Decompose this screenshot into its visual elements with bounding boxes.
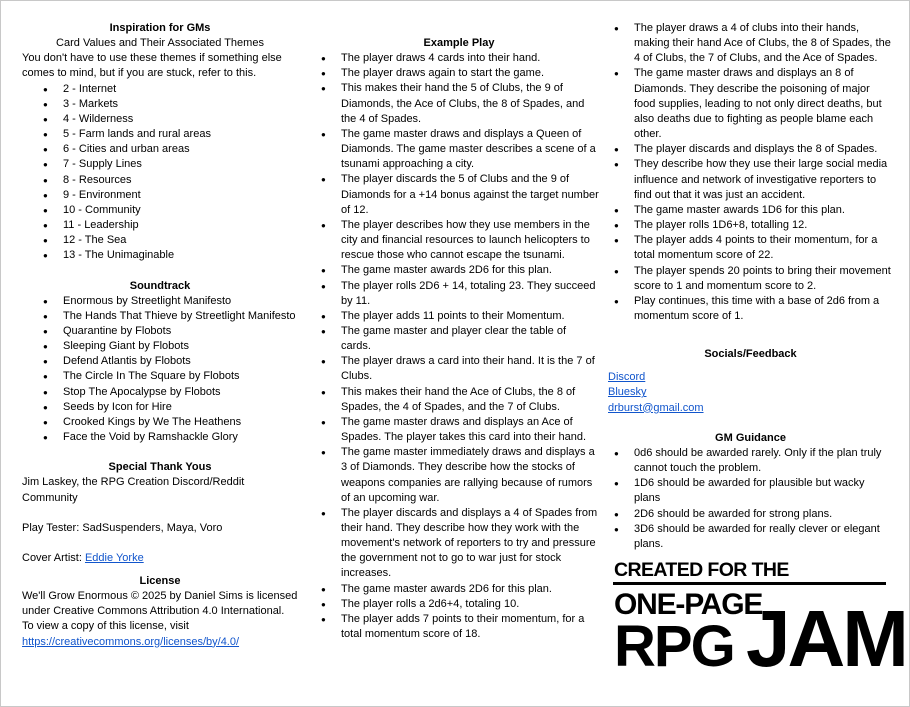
theme-list: [22, 82, 298, 264]
list-item: ● The player spends 20 points to bring their movement score to 1 and momentum score to 2.: [608, 264, 893, 294]
license-text: We'll Grow Enormous © 2025 by Daniel Sims is licensed under Creative Commons Attribution 4.0 International. To view a copy of this license, visit: [22, 590, 298, 633]
soundtrack-list: [22, 294, 298, 446]
list-item: ● The player describes how they use members in the city and financial resources to launch helicopters to rescue those who cannot escape the tsunami.: [319, 218, 599, 263]
cover-artist-label: Cover Artist:: [22, 551, 85, 564]
logo-line-rpg: RPG: [614, 614, 734, 679]
cover-artist: [22, 551, 298, 566]
list-item: ● 3 - Markets: [22, 97, 298, 112]
list-item: ● The game master immediately draws and displays a 3 of Diamonds. They describe how the stocks of weapons companies are rallying because of rumors of an upcoming war.: [319, 445, 599, 506]
list-item: ● They describe how they use their large social media influence and network of investigative reporters to find out that it was just an accident.: [608, 157, 893, 202]
column-middle: [319, 21, 599, 642]
list-item: ● The game master and player clear the table of cards.: [319, 324, 599, 354]
list-item: ● The game master draws and displays a Queen of Diamonds. The game master describes a scene of a tsunami approaching a city.: [319, 127, 599, 172]
list-item: ● The player draws a card into their hand. It is the 7 of Clubs.: [319, 354, 599, 384]
list-item: ● Defend Atlantis by Flobots: [22, 354, 298, 369]
example-play-continued: [608, 21, 893, 324]
list-item: ● This makes their hand the Ace of Clubs, the 8 of Spades, the 4 of Spades, and the 7 of Clubs.: [319, 385, 599, 415]
thanks-heading: Special Thank Yous: [108, 461, 212, 474]
list-item: ● The game master draws and displays an 8 of Diamonds. They describe the poisoning of major food supplies, leading to not only direct deaths, but also deaths due to fighting as people blame each other.: [608, 66, 893, 142]
list-item: ● 5 - Farm lands and rural areas: [22, 127, 298, 142]
list-item: ● Stop The Apocalypse by Flobots: [22, 385, 298, 400]
list-item: ● The game master draws and displays an Ace of Spades. The player takes this card into their hand.: [319, 415, 599, 445]
list-item: ● The player rolls 1D6+8, totalling 12.: [608, 218, 893, 233]
list-item: ● 6 - Cities and urban areas: [22, 142, 298, 157]
soundtrack-heading: Soundtrack: [129, 279, 191, 292]
logo-line-jam: JAM: [746, 594, 906, 683]
license-link[interactable]: https://creativecommons.org/licenses/by/4.0/: [22, 635, 240, 648]
one-page-rpg-jam-logo: [613, 559, 906, 683]
list-item: ● Enormous by Streetlight Manifesto: [22, 294, 298, 309]
list-item: ● This makes their hand the 5 of Clubs, the 9 of Diamonds, the Ace of Clubs, the 8 of Spades, and the 4 of Spades.: [319, 81, 599, 126]
list-item: ● The player draws again to start the game.: [319, 66, 599, 81]
list-item: ● 2D6 should be awarded for strong plans.: [608, 507, 893, 522]
list-item: ● 7 - Supply Lines: [22, 157, 298, 172]
list-item: ● 4 - Wilderness: [22, 112, 298, 127]
gm-guidance-list: [608, 446, 893, 552]
list-item: ● The player rolls a 2d6+4, totaling 10.: [319, 597, 599, 612]
email-link[interactable]: drburst@gmail.com: [608, 401, 704, 414]
list-item: ● Seeds by Icon for Hire: [22, 400, 298, 415]
list-item: ● Sleeping Giant by Flobots: [22, 339, 298, 354]
list-item: ● 12 - The Sea: [22, 233, 298, 248]
list-item: ● The player discards the 5 of Clubs and the 9 of Diamonds for a +14 bonus against the target number of 12.: [319, 172, 599, 217]
list-item: ● 9 - Environment: [22, 188, 298, 203]
list-item: ● 13 - The Unimaginable: [22, 248, 298, 263]
list-item: ● The player draws 4 cards into their hand.: [319, 51, 599, 66]
list-item: ● The player adds 11 points to their Momentum.: [319, 309, 599, 324]
list-item: ● 2 - Internet: [22, 82, 298, 97]
example-play-heading: Example Play: [423, 37, 495, 49]
list-item: ● 0d6 should be awarded rarely. Only if the plan truly cannot touch the problem.: [608, 446, 893, 476]
logo-line-created: CREATED FOR THE: [614, 559, 789, 581]
list-item: ● The game master awards 1D6 for this plan.: [608, 203, 893, 218]
logo-line-onepage: ONE-PAGE: [614, 588, 763, 621]
list-item: ● The Hands That Thieve by Streetlight Manifesto: [22, 309, 298, 324]
list-item: ● Crooked Kings by We The Heathens: [22, 415, 298, 430]
list-item: ● The player adds 7 points to their momentum, for a total momentum score of 18.: [319, 612, 599, 642]
column-left: [22, 21, 298, 650]
bluesky-link[interactable]: Bluesky: [608, 386, 647, 399]
example-play-list: [319, 51, 599, 642]
list-item: ● The player discards and displays the 8 of Spades.: [608, 142, 893, 157]
list-item: ● 10 - Community: [22, 203, 298, 218]
list-item: ● The game master awards 2D6 for this plan.: [319, 263, 599, 278]
inspiration-subtitle: Card Values and Their Associated Themes: [56, 37, 264, 50]
inspiration-intro: You don't have to use these themes if something else comes to mind, but if you are stuck, refer to this.: [22, 52, 282, 80]
list-item: ● 11 - Leadership: [22, 218, 298, 233]
gm-guidance-heading: GM Guidance: [715, 431, 786, 444]
thanks-text: Jim Laskey, the RPG Creation Discord/Reddit Community: [22, 476, 245, 504]
list-item: ● Quarantine by Flobots: [22, 324, 298, 339]
list-item: ● The player adds 4 points to their momentum, for a total momentum score of 22.: [608, 233, 893, 263]
column-right: [608, 21, 893, 552]
list-item: ● 8 - Resources: [22, 173, 298, 188]
list-item: ● The game master awards 2D6 for this plan.: [319, 582, 599, 597]
list-item: ● The Circle In The Square by Flobots: [22, 369, 298, 384]
list-item: ● Play continues, this time with a base of 2d6 from a momentum score of 1.: [608, 294, 893, 324]
cover-artist-link[interactable]: Eddie Yorke: [84, 551, 144, 564]
socials-heading: Socials/Feedback: [704, 348, 797, 361]
discord-link[interactable]: Discord: [608, 371, 646, 384]
play-testers: Play Tester: SadSuspenders, Maya, Voro: [22, 521, 223, 534]
list-item: ● The player draws a 4 of clubs into their hands, making their hand Ace of Clubs, the 8 of Spades, the 4 of Clubs, the 7 of Clubs, and the Ace of Spades.: [608, 21, 893, 66]
list-item: ● 3D6 should be awarded for really clever or elegant plans.: [608, 522, 893, 552]
list-item: ● Face the Void by Ramshackle Glory: [22, 430, 298, 445]
list-item: ● The player discards and displays a 4 of Spades from their hand. They describe how they work with the movement's network of reporters to try and pressure the government not to go to war just for stock increases.: [319, 506, 599, 582]
license-heading: License: [139, 575, 181, 587]
list-item: ● The player rolls 2D6 + 14, totaling 23. They succeed by 11.: [319, 279, 599, 309]
list-item: ● 1D6 should be awarded for plausible but wacky plans: [608, 476, 893, 506]
inspiration-heading: Inspiration for GMs: [109, 22, 211, 34]
